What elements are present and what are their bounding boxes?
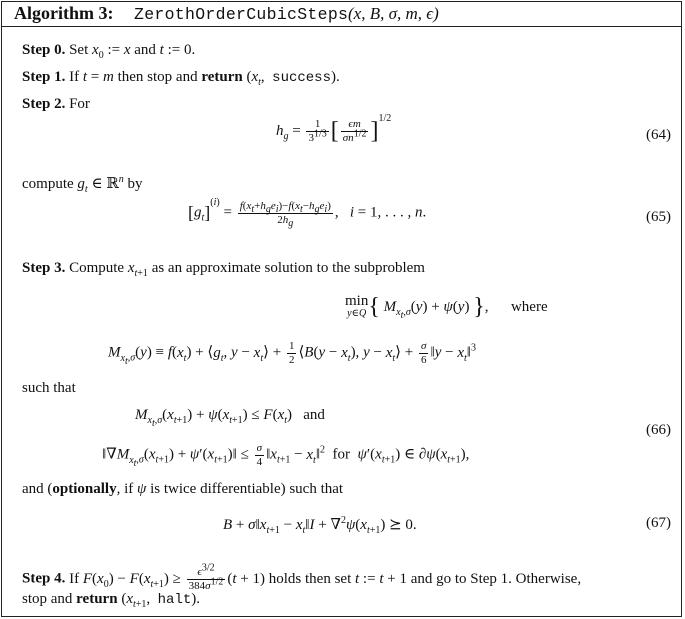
step-1-label: Step 1. — [22, 69, 66, 85]
step-0-text: Set $x_0$ := x and t := 0. — [69, 42, 196, 61]
fraction-one-over-cuberoot3: $\frac{1}{3^{1/3}}$ — [308, 118, 327, 144]
decrease-threshold-fraction: $\frac{\epsilon^{3/2}}{384\sigma^{1/2}}$ — [188, 562, 224, 592]
success-token: success — [272, 70, 331, 86]
equation-number-66: (66) — [646, 422, 671, 438]
optional-condition: and (optionally, if ψ is twice differentiable) such that — [22, 481, 344, 497]
step-1-return-value: ($x_t$, — [242, 69, 273, 88]
step-1 — [22, 69, 340, 86]
step-4-line-2: stop and return ($x_{t+1}$, halt). — [22, 591, 201, 610]
algorithm-box — [1, 1, 682, 617]
step-3 — [22, 260, 425, 277]
algorithm-label: Algorithm 3: — [14, 3, 114, 23]
step-3-label: Step 3. — [22, 260, 66, 276]
equation-67: $B + \sigma‖x_{t+1}$ − $x_t‖I + \nabla^2\psi(x_{t+1})$ ⪰ 0. — [223, 515, 417, 536]
for-text: for — [332, 446, 351, 463]
step-4 — [22, 562, 582, 592]
and-text: and — [303, 407, 325, 423]
finite-difference-fraction: $\frac{f(x_t+h_ge_i)-f(x_t-h_ge_i)}{2h_g}$ — [239, 200, 331, 229]
step-1-text: If t = m then stop and — [69, 69, 202, 85]
return-keyword-2: return — [76, 591, 118, 607]
equation-66-line-2: $‖\nabla M_{x_t,\sigma}(x_{t+1})$ + $\psi'(x_{t+1})‖$ ≤ $\frac{\sigma}{4}$ $‖x_{t+1}$ − $x_t‖^2$ for $\psi'(x_{t+1})$ ∈ $\partial\psi(x_{t+1})$, — [102, 442, 470, 469]
step-0-label: Step 0. — [22, 42, 66, 58]
step-2-compute: compute $g_t$ ∈ ℝ$^n$ by — [22, 174, 143, 195]
fraction-eps-m: $\frac{\epsilon m}{\sigma n^{1/2}}$ — [342, 118, 367, 144]
halt-token: halt — [157, 592, 192, 608]
equation-number-67: (67) — [646, 515, 671, 531]
such-that-1: such that — [22, 380, 76, 396]
algorithm-args: (x, B, σ, m, ϵ) — [348, 4, 439, 23]
cubic-model-definition: $M_{x_t,\sigma}(y) \equiv f(x_t)$ + $⟨g_t$, $y - x_t⟩$ + $\frac{1}{2}$ ⟨B(y − $x_t$), $y - x_t⟩$ + $\frac{\sigma}{6}$ ‖y − $x_t‖^3$ — [108, 340, 476, 367]
step-3-text: Compute $x_{t+1}$ as an approximate solution to the subproblem — [69, 260, 425, 279]
equation-64: $h_g$ = $\frac{1}{3^{1/3}}$ [ $\frac{\epsilon m}{\sigma n^{1/2}}$ ]$^{1/2}$ — [276, 112, 392, 144]
min-operator: min y∈Q — [345, 293, 369, 319]
step-2 — [22, 96, 90, 113]
optionally-keyword: optionally — [52, 481, 117, 497]
equation-66-line-1: $M_{x_t,\sigma}(x_{t+1}) + \psi(x_{t+1}) \le F(x_t)$ and — [135, 407, 325, 429]
subproblem-min: min y∈Q { $M_{x_t,\sigma}(y) + \psi(y)$ }, where — [345, 293, 548, 321]
step-4-text: If $F(x_0) - F(x_{t+1})$ ≥ $\frac{\epsilon^{3/2}}{384\sigma^{1/2}}$ (t + 1) holds then set t := t + 1 and go to Step 1. Otherwise, — [69, 562, 582, 592]
optional-pre: and ( — [22, 481, 53, 497]
step-1-end: ). — [330, 69, 340, 85]
stop-and-text: stop and — [22, 591, 73, 607]
step-2-text: For — [69, 96, 90, 112]
where-text: where — [510, 298, 548, 315]
equation-number-64: (64) — [646, 127, 671, 143]
step-2-label: Step 2. — [22, 96, 66, 112]
equation-number-65: (65) — [646, 209, 671, 225]
step-4-label: Step 4. — [22, 570, 66, 587]
return-keyword: return — [201, 69, 243, 85]
step-0 — [22, 42, 195, 59]
algorithm-header — [2, 2, 681, 27]
algorithm-name: ZerothOrderCubicSteps — [134, 5, 349, 24]
equation-65: $[g_t]^{(i)}$ = $\frac{f(x_t+h_ge_i)-f(x_t-h_ge_i)}{2h_g}$ , i = 1, . . . , n. — [188, 196, 427, 229]
step-4-end: ). — [191, 591, 201, 607]
